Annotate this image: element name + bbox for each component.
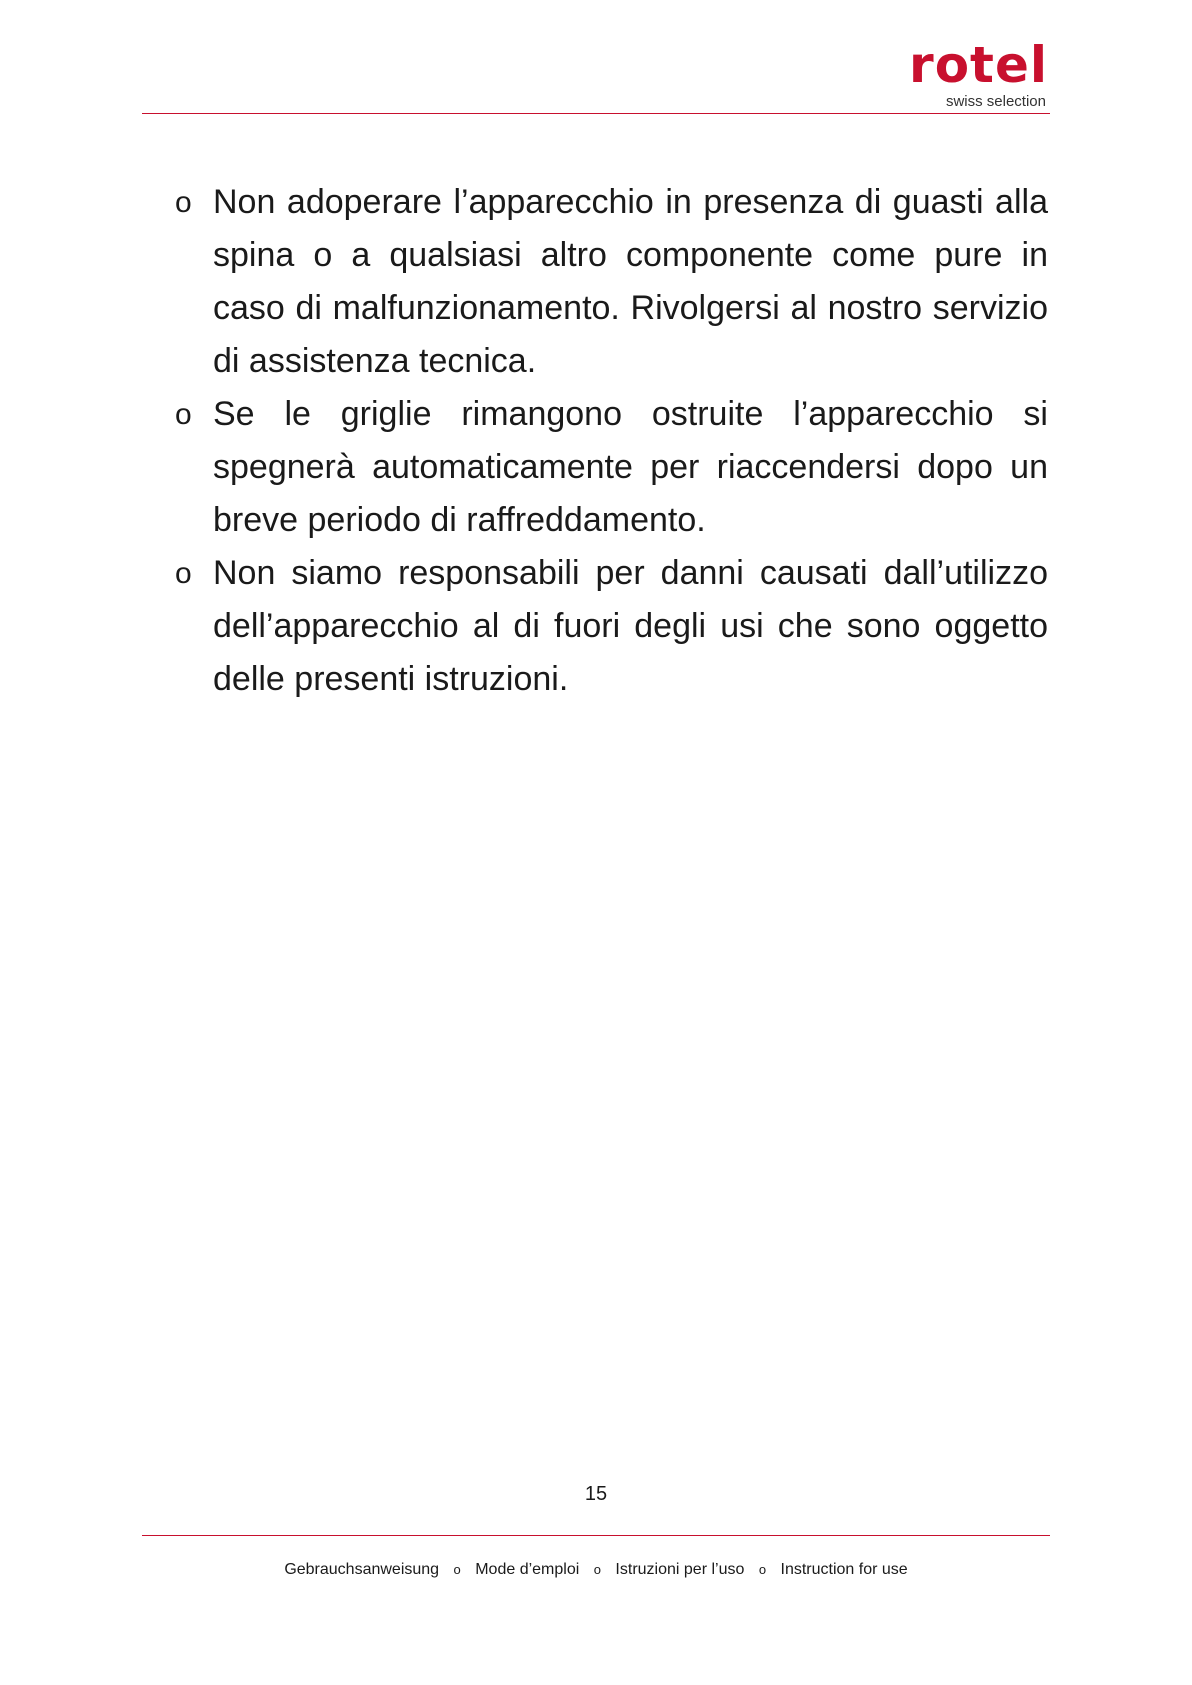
page-number: 15 [584, 1483, 608, 1505]
logo-tagline: swiss selection [945, 93, 1046, 110]
footer-divider [142, 1535, 1050, 1536]
logo-wordmark: rotel [909, 36, 1048, 94]
footer-item-french: Mode d’emploi [475, 1561, 580, 1578]
list-item [175, 176, 1048, 388]
list-item-text: Se le griglie rimangono ostruite l’apparecchio si spegnerà automaticamente per riaccendersi dopo un breve periodo di raffreddamento. [213, 395, 1048, 539]
instruction-list [175, 176, 1048, 706]
list-item [175, 547, 1048, 706]
footer-item-italian: Istruzioni per l’uso [615, 1561, 745, 1578]
separator-icon: o [758, 1562, 767, 1577]
footer-item-english: Instruction for use [780, 1561, 908, 1578]
header-divider [142, 113, 1050, 114]
bullet-icon: o [175, 186, 192, 219]
separator-icon: o [593, 1562, 601, 1577]
list-item-text: Non adoperare l’apparecchio in presenza di guasti alla spina o a qualsiasi altro componente come pure in caso di malfunzionamento. Rivolgersi al nostro servizio di assistenza tecnica. [213, 183, 1048, 380]
bullet-icon: o [175, 557, 192, 590]
bullet-icon: o [175, 398, 192, 431]
separator-icon: o [453, 1562, 461, 1577]
footer-item-german: Gebrauchsanweisung [284, 1561, 440, 1578]
list-item-text: Non siamo responsabili per danni causati dall’utilizzo dell’apparecchio al di fuori degli usi che sono oggetto delle presenti istruzioni. [213, 554, 1048, 698]
footer-language-bar [0, 1558, 1192, 1582]
list-item [175, 388, 1048, 547]
rotel-logo [878, 36, 1048, 112]
